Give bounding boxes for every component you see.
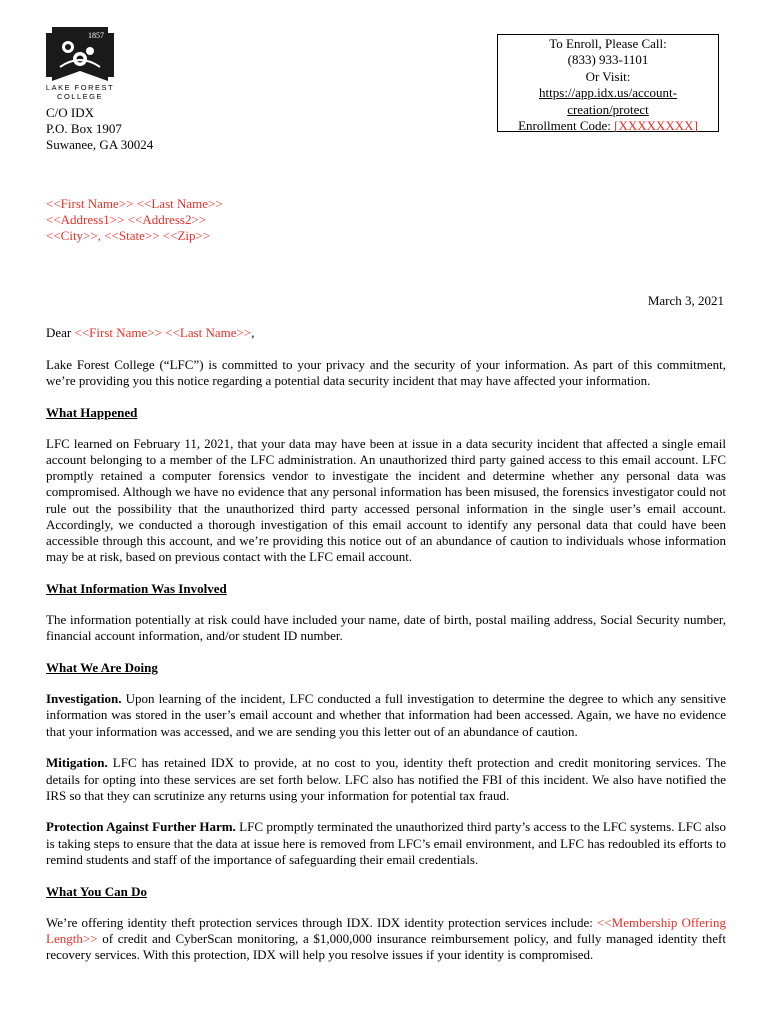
offer-start: We’re offering identity theft protection services through IDX. IDX identity protection services include: — [46, 914, 597, 930]
what-you-can-do-paragraph — [46, 915, 726, 964]
what-info-paragraph: The information potentially at risk could have included your name, date of birth, postal mailing address, Social Security number, financial account information, and/or student ID number. — [46, 612, 726, 644]
investigation-lead: Investigation. — [46, 691, 122, 707]
enroll-code-value: [XXXXXXXX] — [614, 118, 698, 134]
heading-what-happened: What Happened — [46, 404, 138, 420]
intro-paragraph: Lake Forest College (“LFC”) is committed to your privacy and the security of your information. As part of this commitment, we’re providing you this notice regarding a potential data security incident that may have affected your information. — [46, 356, 726, 388]
enroll-code — [498, 118, 718, 134]
salutation — [46, 325, 726, 341]
mitigation-lead: Mitigation. — [46, 755, 108, 771]
recipient-address — [46, 196, 223, 244]
recipient-address-line: <<Address1>> <<Address2>> — [46, 212, 207, 227]
heading-what-doing: What We Are Doing — [46, 660, 158, 676]
heading-what-info: What Information Was Involved — [46, 580, 227, 596]
recipient-city-line: <<City>>, <<State>> <<Zip>> — [46, 228, 211, 243]
enroll-phone: (833) 933-1101 — [567, 52, 649, 68]
mitigation-paragraph — [46, 755, 726, 804]
mitigation-body: LFC has retained IDX to provide, at no cost to you, identity theft protection and credit monitoring services. The details for opting into these services are set forth below. LFC also has notified the FBI of this incident. We also have notified the IRS so that they can scrutinize any returns using your information for potential tax fraud. — [46, 755, 726, 803]
what-happened-paragraph: LFC learned on February 11, 2021, that your data may have been at issue in a data security incident that affected a single email account belonging to a member of the LFC administration. An unauthorized third party gained access to this email account. LFC promptly retained a computer forensics vendor to investigate the incident and determine whether any personal data was compromised. Although we have no evidence that any personal information has been misused, the forensics investigator could not rule out the possibility that the unauthorized third party accessed personal information in the single user’s email account. Accordingly, we conducted a thorough investigation of this email account to identify any personal data that could have been accessible through this account, and we’re providing this notice out of an abundance of caution to individuals whose information may be at risk, based on previous contact with the LFC email account. — [46, 435, 726, 565]
enrollment-box — [497, 34, 719, 132]
return-address-line1: C/O IDX — [46, 105, 95, 120]
enroll-url-line1[interactable]: https://app.idx.us/account- — [539, 85, 677, 101]
salutation-suffix: , — [251, 325, 255, 340]
protection-body: LFC promptly terminated the unauthorized third party’s access to the LFC systems. LFC also is taking steps to ensure that the data at issue here is removed from LFC’s email environment, and LFC has redoubled its efforts to remind students and staff of the importance of safeguarding their email credentials. — [46, 819, 726, 867]
letter-date: March 3, 2021 — [647, 293, 724, 308]
enroll-url-line2[interactable]: creation/protect — [567, 101, 649, 117]
letter-body — [46, 325, 726, 979]
protection-lead: Protection Against Further Harm. — [46, 819, 236, 835]
offer-end: of credit and CyberScan monitoring, a $1,000,000 insurance reimbursement policy, and fully managed identity theft recovery services. With this protection, IDX will help you resolve issues if your identity is compromised. — [46, 930, 726, 963]
enroll-code-label: Enrollment Code: — [518, 118, 615, 134]
recipient-name: <<First Name>> <<Last Name>> — [46, 196, 223, 211]
enroll-call-label: To Enroll, Please Call: — [549, 36, 667, 51]
college-wordmark — [40, 83, 120, 101]
heading-what-you-can-do: What You Can Do — [46, 883, 148, 899]
membership-placeholder: <<Membership Offering Length>> — [46, 914, 726, 946]
investigation-body: Upon learning of the incident, LFC conducted a full investigation to determine the degree to which any sensitive information was stored in the user’s email account and whether that information had been accessed. Again, we have no evidence that your information was accessed, and we are sending you this letter out of an abundance of caution. — [46, 691, 726, 739]
salutation-name: <<First Name>> <<Last Name>> — [74, 325, 252, 340]
wordmark-line2: COLLEGE — [57, 92, 103, 101]
wordmark-line1: LAKE FOREST — [45, 83, 115, 92]
investigation-paragraph — [46, 691, 726, 740]
salutation-prefix: Dear — [46, 325, 75, 340]
return-address-line2: P.O. Box 1907 — [46, 121, 122, 136]
return-address-line3: Suwanee, GA 30024 — [46, 137, 154, 152]
protection-paragraph — [46, 819, 726, 868]
logo-year: 1857 — [88, 31, 104, 40]
college-crest-icon — [44, 23, 116, 85]
enroll-or-visit: Or Visit: — [585, 68, 631, 84]
return-address — [46, 105, 153, 153]
